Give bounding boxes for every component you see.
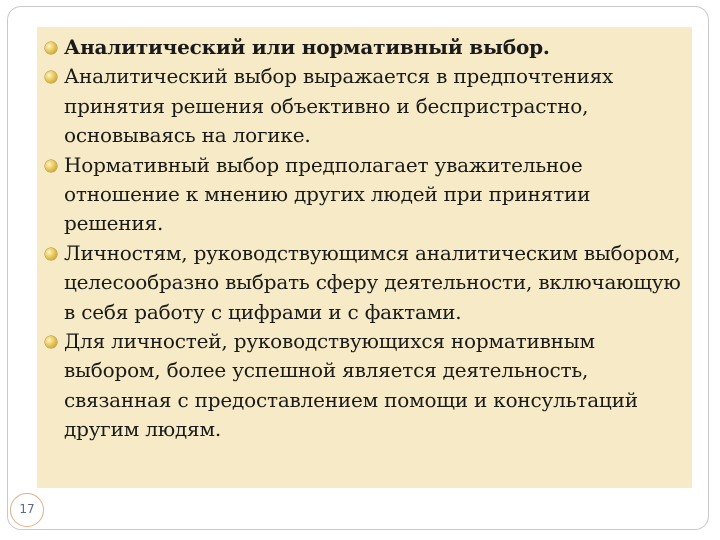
bullet-dot-icon bbox=[45, 336, 57, 348]
bullet-text: Нормативный выбор предполагает уважительное отношение к мнению других людей при принятии решения. bbox=[64, 152, 591, 236]
bullet-text: Личностям, руководствующимся аналитическим выбором, целесообразно выбрать сферу деятельности, включающую в себя работу с цифрами и с фактами. bbox=[64, 240, 681, 324]
bullet-dot-icon bbox=[45, 160, 57, 172]
bullet-item-normative bbox=[45, 151, 691, 239]
bullet-dot-icon bbox=[45, 71, 57, 83]
bullet-text: Аналитический или нормативный выбор. bbox=[64, 35, 550, 59]
bullet-item-normative-career bbox=[45, 327, 691, 445]
bullet-item-analytical bbox=[45, 62, 691, 150]
bullet-item-analytical-career bbox=[45, 239, 691, 327]
bullet-text: Аналитический выбор выражается в предпочтениях принятия решения объективно и беспристрастно, основываясь на логике. bbox=[64, 64, 614, 148]
bullet-text: Для личностей, руководствующихся нормативным выбором, более успешной является деятельность, связанная с предоставлением помощи и консультаций другим людям. bbox=[64, 329, 638, 442]
bullet-item-heading bbox=[45, 33, 691, 62]
bullet-list bbox=[45, 33, 691, 445]
bullet-dot-icon bbox=[45, 248, 57, 260]
page-number: 17 bbox=[10, 493, 44, 527]
bullet-dot-icon bbox=[45, 42, 57, 54]
